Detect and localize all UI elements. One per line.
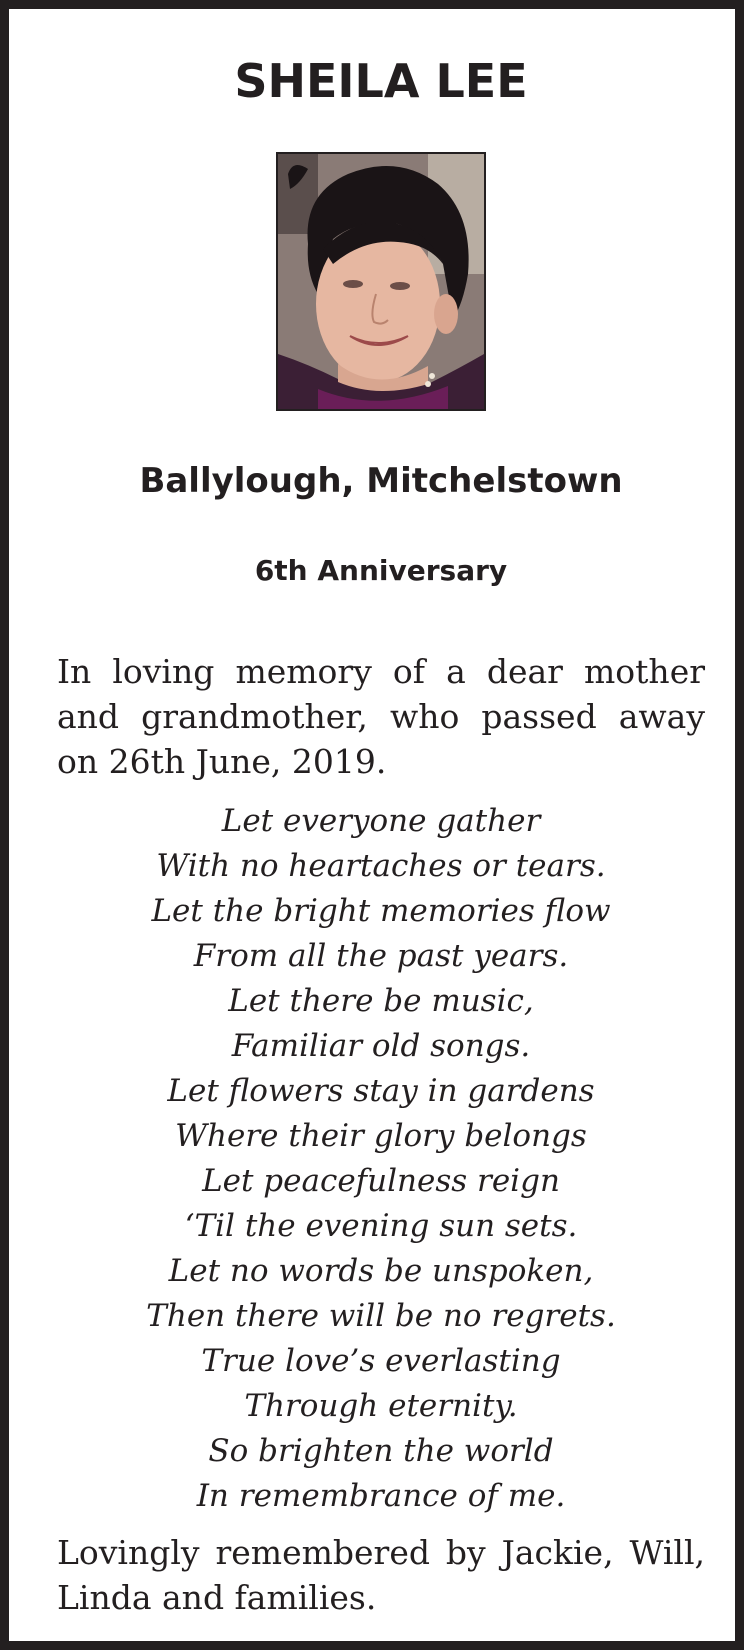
poem-line: Let everyone gather (221, 803, 541, 839)
poem-line: Where their glory belongs (175, 1118, 587, 1154)
intro-text: In loving memory of a dear mother and grandmother, who passed away on 26th June, 2019. (57, 652, 705, 781)
poem-line: So brighten the world (208, 1433, 554, 1469)
poem-line: Let flowers stay in gardens (167, 1073, 595, 1109)
poem-line: Let there be music, (228, 983, 534, 1019)
poem-line: With no heartaches or tears. (156, 848, 606, 884)
poem-line: From all the past years. (193, 938, 569, 974)
poem-line: Let the bright memories flow (151, 893, 611, 929)
poem-line: Through eternity. (244, 1388, 518, 1424)
closing-text: Lovingly remembered by Jackie, Will, Linda and families. (57, 1533, 705, 1617)
poem-line: ‘Til the evening sun sets. (184, 1208, 578, 1244)
poem-line: Then there will be no regrets. (146, 1298, 616, 1334)
memorial-poem (9, 799, 744, 1519)
poem-line: Let no words be unspoken, (168, 1253, 594, 1289)
poem-line: In remembrance of me. (196, 1478, 566, 1514)
portrait-photo (276, 152, 486, 411)
location: Ballylough, Mitchelstown (139, 461, 623, 501)
anniversary-heading: 6th Anniversary (254, 554, 508, 587)
poem-line: True love’s everlasting (201, 1343, 561, 1379)
poem-line: Familiar old songs. (231, 1028, 531, 1064)
poem-line: Let peacefulness reign (202, 1163, 560, 1199)
deceased-name: SHEILA LEE (234, 54, 528, 108)
